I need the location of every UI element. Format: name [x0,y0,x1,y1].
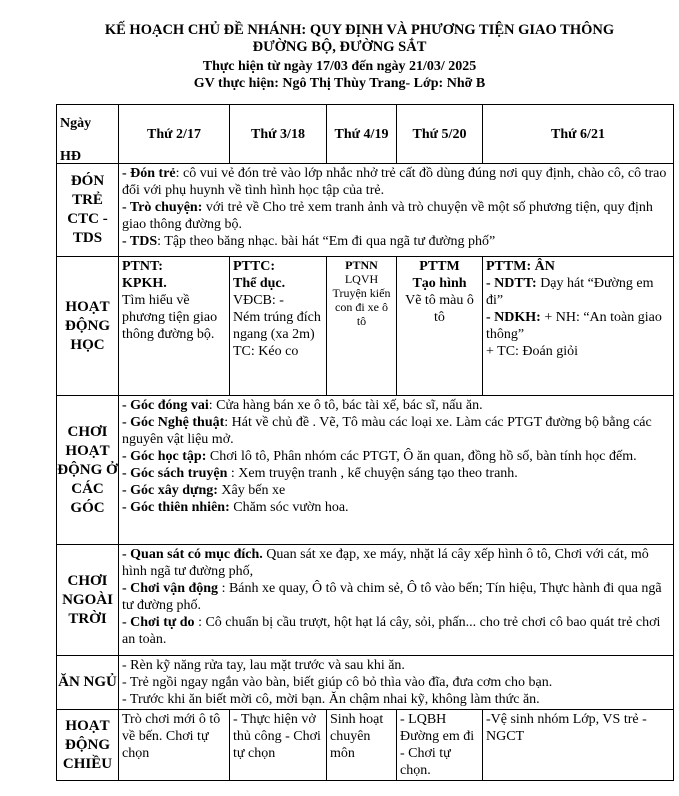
row-choi-ngoai-troi [57,545,674,656]
day-header-thu: Thứ 5/20 [397,105,483,164]
hd-label: HĐ [60,149,81,164]
don-tre-content: - Đón trẻ: cô vui vẻ đón trẻ vào lớp nhắc nhở trẻ cất đồ dùng đúng nơi quy định, chào cô, cô trao đổi với phụ huynh về tình hình học tập của trẻ. - Trò chuyện: với trẻ về Cho trẻ xem tranh ảnh và trò chuyện về một số phương tiện, quy định giao thông đường bộ. - TDS: Tập theo băng nhạc. bài hát “Em đi qua ngã tư đường phố” [119,164,674,257]
ngay-hd-cell [57,105,119,164]
row-label-choi-ngoai-troi: CHƠI NGOÀI TRỜI [57,545,119,656]
header-row [57,105,674,164]
hdc-mon: Trò chơi mới ô tô về bến. Chơi tự chọn [119,710,230,781]
row-label-choi-goc: CHƠI HOẠT ĐỘNG Ở CÁC GÓC [57,396,119,545]
row-choi-goc [57,396,674,545]
hdh-fri: PTTM: ÂN - NDTT: Dạy hát “Đường em đi” - NDKH: + NH: “An toàn giao thông” + TC: Đoán giỏi [483,257,674,396]
day-header-tue: Thứ 3/18 [230,105,327,164]
row-hoat-dong-hoc [57,257,674,396]
hdh-mon: PTNT: KPKH. Tìm hiểu về phương tiện giao thông đường bộ. [119,257,230,396]
hdc-thu: - LQBH Đường em đi - Chơi tự chọn. [397,710,483,781]
ngay-label: Ngày [60,116,92,131]
weekly-plan-table [56,104,674,781]
row-an-ngu [57,656,674,710]
plan-dates: Thực hiện từ ngày 17/03 đến ngày 21/03/ 2025 [202,59,477,74]
choi-ngoai-troi-content: - Quan sát có mục đích. Quan sát xe đạp, xe máy, nhặt lá cây xếp hình ô tô, Chơi với cát, mô hình ngã tư đường phố, - Chơi vận động : Bánh xe quay, Ô tô và chim sẻ, Ô tô vào bến; Tín hiệu, Thực hành đi qua ngã tư đường phố. - Chơi tự do : Cô chuẩn bị cầu trượt, hột hạt lá cây, sỏi, phấn... cho trẻ chơi cô bao quát trẻ chơi an toàn. [119,545,674,656]
plan-teacher: GV thực hiện: Ngô Thị Thùy Trang- Lớp: Nhỡ B [193,76,486,91]
row-label-hoat-dong-chieu: HOẠT ĐỘNG CHIỀU [57,710,119,781]
row-label-hoat-dong-hoc: HOẠT ĐỘNG HỌC [57,257,119,396]
plan-title-line-1: KẾ HOẠCH CHỦ ĐỀ NHÁNH: QUY ĐỊNH VÀ PHƯƠNG TIỆN GIAO THÔNG [104,22,615,38]
choi-goc-content: - Góc đóng vai: Cửa hàng bán xe ô tô, bác tài xế, bác sĩ, nấu ăn. - Góc Nghệ thuật: Hát về chủ đề . Vẽ, Tô màu các loại xe. Làm các PTGT đường bộ bằng các nguyên vật liệu mở. - Góc học tập: Chơi lô tô, Phân nhóm các PTGT, Ô ăn quan, đồng hồ số, bàn tính học đếm. - Góc sách truyện : Xem truyện tranh , kể chuyện sáng tạo theo tranh. - Góc xây dựng: Xây bến xe - Góc thiên nhiên: Chăm sóc vườn hoa. [119,396,674,545]
row-label-an-ngu: ĂN NGỦ [57,656,119,710]
hdh-thu: PTTM Tạo hình Vẽ tô màu ô tô [397,257,483,396]
row-hoat-dong-chieu [57,710,674,781]
an-ngu-content: - Rèn kỹ năng rửa tay, lau mặt trước và sau khi ăn. - Trẻ ngồi ngay ngắn vào bàn, biết giúp cô bỏ thìa vào đĩa, đưa cơm cho bạn. - Trước khi ăn biết mời cô, mời bạn. Ăn chậm nhai kỹ, không làm thức ăn. [119,656,674,710]
row-label-don-tre: ĐÓN TRẺ CTC - TDS [57,164,119,257]
day-header-wed: Thứ 4/19 [327,105,397,164]
hdc-wed: Sinh hoạt chuyên môn [327,710,397,781]
day-header-fri: Thứ 6/21 [483,105,674,164]
day-header-mon: Thứ 2/17 [119,105,230,164]
hdc-fri: -Vệ sinh nhóm Lớp, VS trẻ - NGCT [483,710,674,781]
hdc-tue: - Thực hiện vở thủ công - Chơi tự chọn [230,710,327,781]
hdh-tue: PTTC: Thể dục. VĐCB: - Ném trúng đích ngang (xa 2m) TC: Kéo co [230,257,327,396]
plan-title-line-2: ĐƯỜNG BỘ, ĐƯỜNG SẮT [252,39,427,55]
hdh-wed: PTNN LQVH Truyện kiến con đi xe ô tô [327,257,397,396]
row-don-tre [57,164,674,257]
